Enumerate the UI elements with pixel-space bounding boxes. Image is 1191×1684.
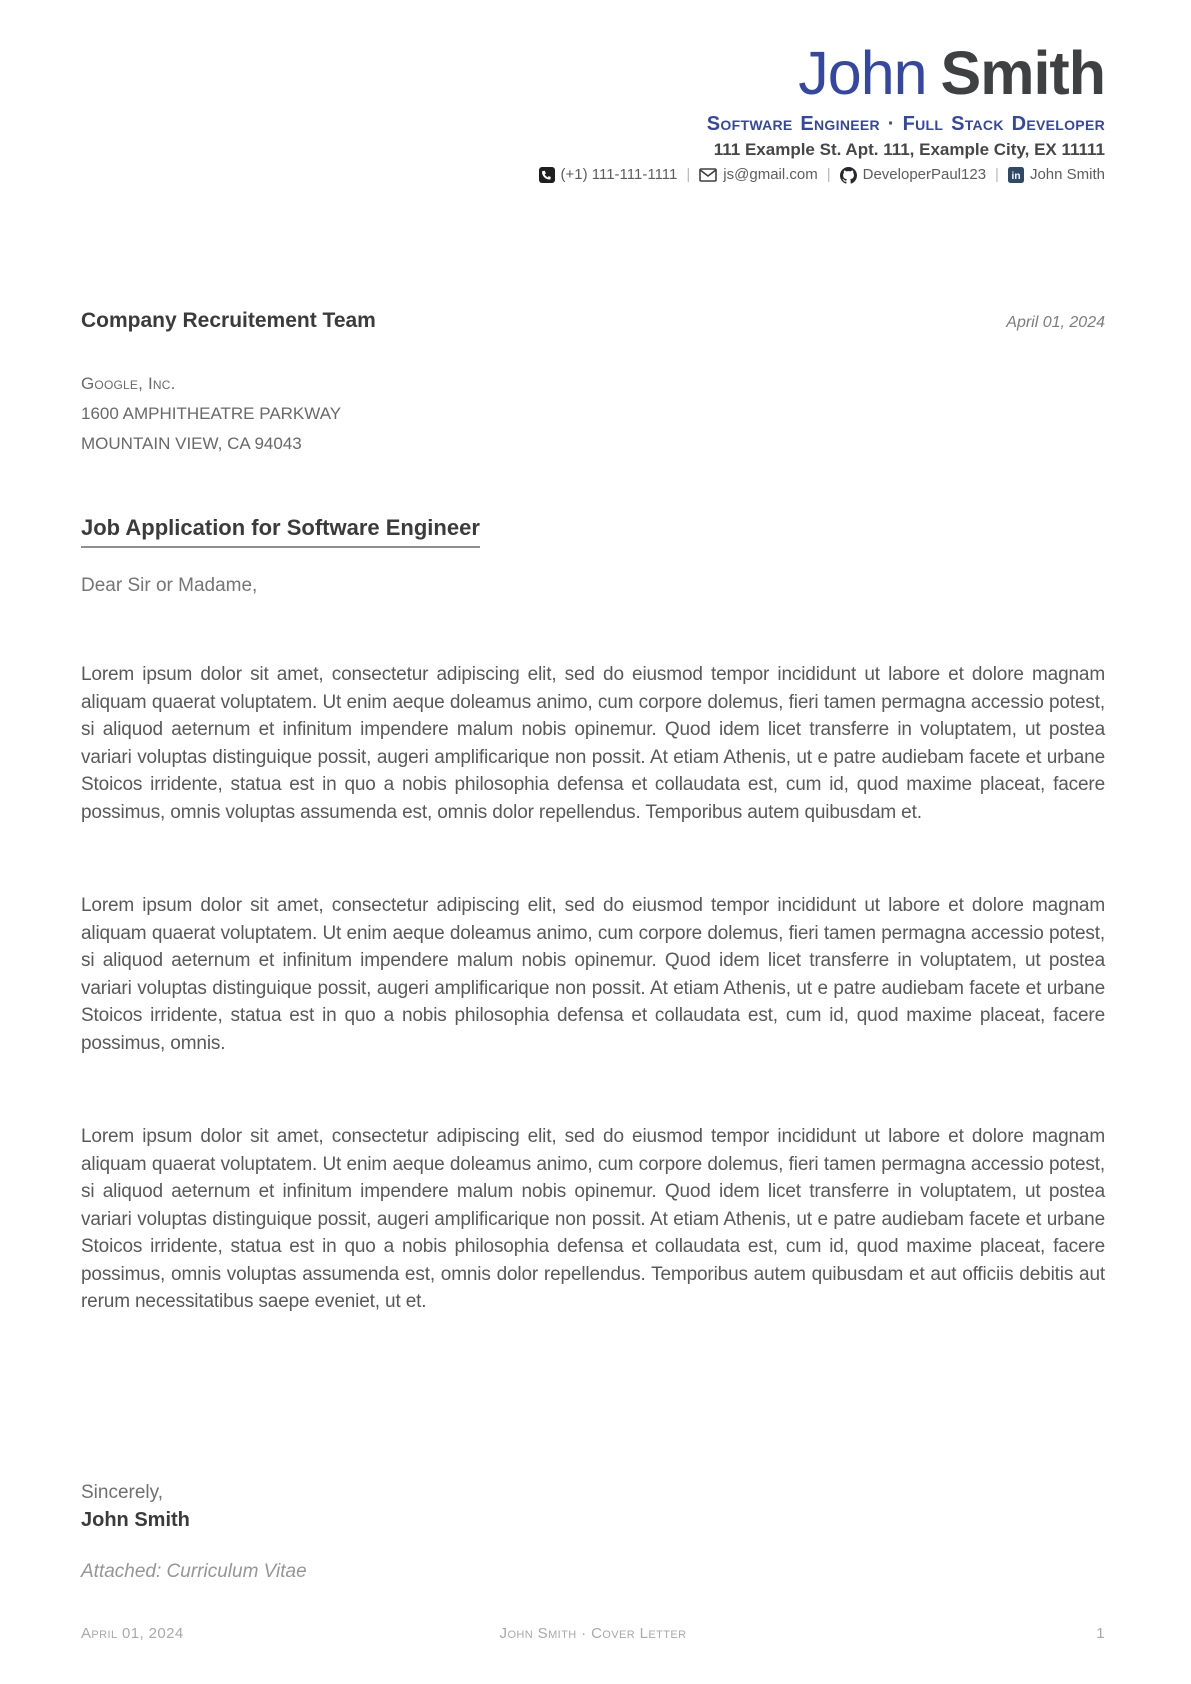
linkedin-name: John Smith [1029, 166, 1105, 183]
job-tagline: Software Engineer · Full Stack Developer [706, 113, 1105, 135]
contact-separator: | [686, 166, 691, 183]
letter-paragraph: Lorem ipsum dolor sit amet, consectetur adipiscing elit, sed do eiusmod tempor incididunt ut labore et dolore magnam aliquam quaerat voluptatem. Ut enim aeque doleamus animo, cum corpore dolemus, fieri tamen permagna accessio potest, si aliquod aeternum et infinitum impendere malum nobis opinemur. Quod idem licet transferre in voluptatem, ut postea variari voluptas distinguique possit, augeri amplificarique non possit. At etiam Athenis, ut e patre audiebam facete et urbane Stoicos irridente, statua est in quo a nobis philosophia defensa et collaudata est, cum id, quod maxime placeat, facere possimus, omnis. [81, 895, 1105, 1054]
github-icon [840, 167, 857, 184]
first-name: John [798, 39, 927, 107]
last-name: Smith [940, 39, 1105, 107]
linkedin-icon [1008, 167, 1024, 183]
recipient-title: Company Recruitement Team [81, 309, 376, 332]
recipient-company: Google, Inc. [81, 374, 176, 393]
page-footer [81, 1625, 1105, 1642]
signature-name: John Smith [81, 1509, 190, 1531]
closing-block [81, 1479, 190, 1534]
phone-square-icon [539, 167, 555, 183]
contact-separator: | [826, 166, 831, 183]
letter-subject-wrap [81, 515, 1105, 548]
letter-paragraph: Lorem ipsum dolor sit amet, consectetur adipiscing elit, sed do eiusmod tempor incididunt ut labore et dolore magnam aliquam quaerat voluptatem. Ut enim aeque doleamus animo, cum corpore dolemus, fieri tamen permagna accessio potest, si aliquod aeternum et infinitum impendere malum nobis opinemur. Quod idem licet transferre in voluptatem, ut postea variari voluptas distinguique possit, augeri amplificarique non possit. At etiam Athenis, ut e patre audiebam facete et urbane Stoicos irridente, statua est in quo a nobis philosophia defensa et collaudata est, cum id, quod maxime placeat, facere possimus, omnis voluptas assumenda est, omnis dolor repellendus. Temporibus autem quibusdam et aut officiis debitis aut rerum necessitatibus saepe eveniet, ut et. [81, 1126, 1105, 1312]
linkedin-contact[interactable] [1008, 165, 1105, 185]
contact-separator: | [995, 166, 999, 183]
salutation: Dear Sir or Madame, [81, 575, 258, 596]
letter-paragraph: Lorem ipsum dolor sit amet, consectetur adipiscing elit, sed do eiusmod tempor incididunt ut labore et dolore magnam aliquam quaerat voluptatem. Ut enim aeque doleamus animo, cum corpore dolemus, fieri tamen permagna accessio potest, si aliquod aeternum et infinitum impendere malum nobis opinemur. Quod idem licet transferre in voluptatem, ut postea variari voluptas distinguique possit, augeri amplificarique non possit. At etiam Athenis, ut e patre audiebam facete et urbane Stoicos irridente, statua est in quo a nobis philosophia defensa et collaudata est, cum id, quod maxime placeat, facere possimus, omnis voluptas assumenda est, omnis dolor repellendus. Temporibus autem quibusdam et. [81, 664, 1105, 823]
phone-number: (+1) 111-111-1111 [560, 166, 678, 183]
recipient-row [81, 309, 1105, 333]
enclosure-note: Attached: Curriculum Vitae [81, 1561, 307, 1582]
letter-date: April 01, 2024 [1006, 314, 1105, 331]
contact-row [81, 165, 1105, 185]
letter-header [81, 0, 1105, 185]
envelope-icon [699, 168, 717, 182]
svg-text:in: in [1011, 171, 1021, 182]
footer-page-number: 1 [1096, 1625, 1105, 1642]
github-username: DeveloperPaul123 [862, 166, 987, 183]
footer-date: April 01, 2024 [81, 1625, 184, 1642]
phone-contact[interactable] [539, 165, 678, 185]
recipient-address-block [81, 369, 1105, 459]
valediction: Sincerely, [81, 1482, 164, 1503]
email-address: js@gmail.com [723, 166, 818, 183]
person-name [81, 39, 1105, 107]
recipient-address-line: 1600 AMPHITHEATRE PARKWAY [81, 404, 342, 423]
letter-subject: Job Application for Software Engineer [81, 515, 480, 548]
github-contact[interactable] [840, 165, 986, 185]
recipient-address-line: MOUNTAIN VIEW, CA 94043 [81, 434, 302, 453]
email-contact[interactable] [699, 165, 817, 185]
home-address: 111 Example St. Apt. 111, Example City, EX 11111 [713, 140, 1105, 159]
footer-title: John Smith · Cover Letter [499, 1625, 687, 1642]
